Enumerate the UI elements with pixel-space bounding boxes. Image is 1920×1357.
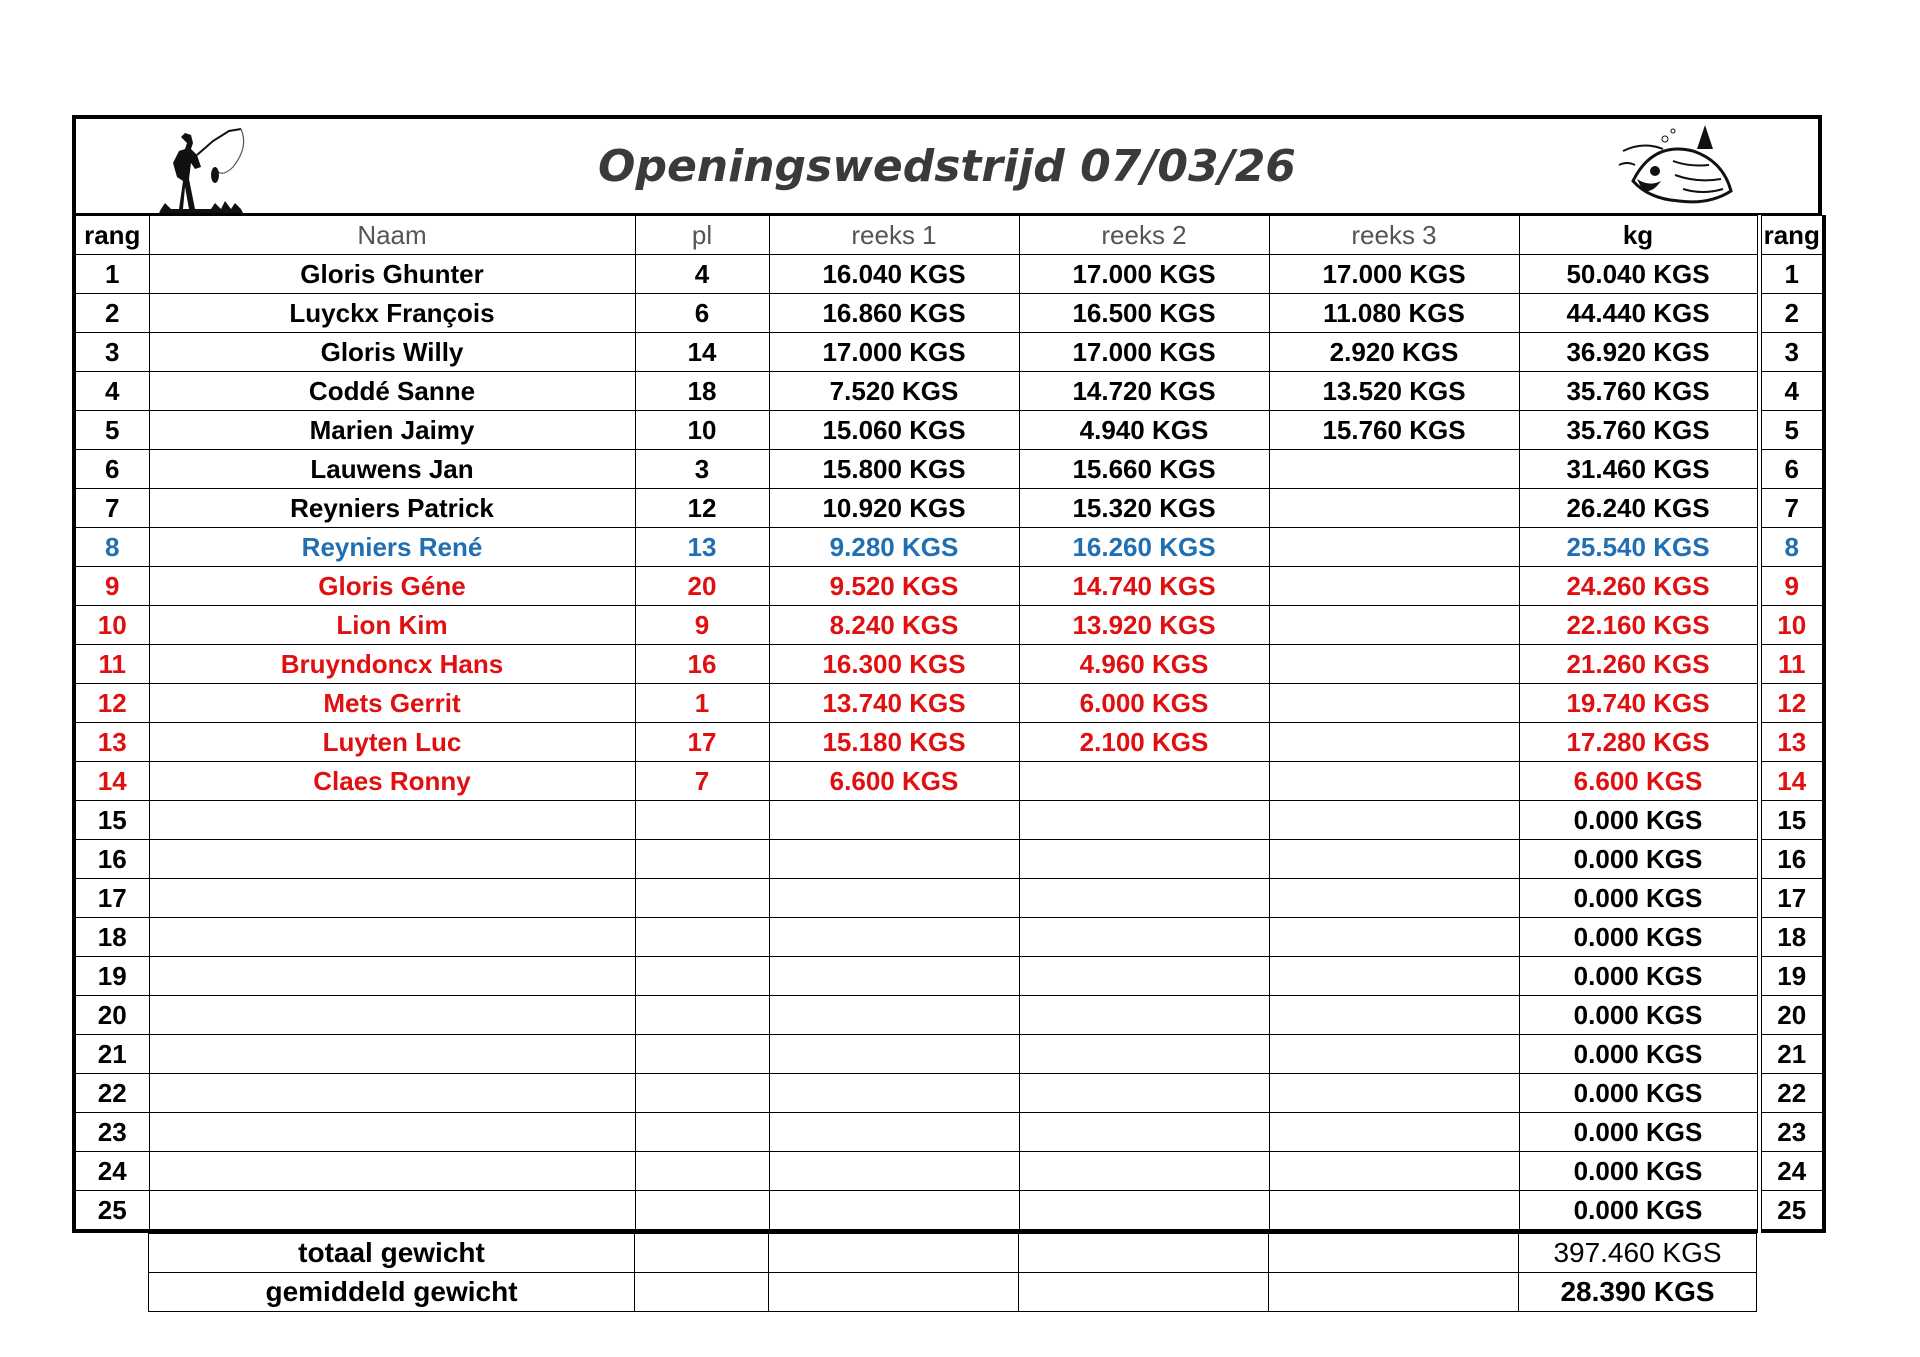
reeks-1-cell — [769, 957, 1019, 996]
name-cell: Gloris Willy — [149, 333, 635, 372]
place-cell — [635, 1152, 769, 1191]
table-row — [74, 1113, 1824, 1152]
reeks-3-cell — [1269, 684, 1519, 723]
reeks-1-cell: 7.520 KGS — [769, 372, 1019, 411]
place-cell — [635, 840, 769, 879]
reeks-2-cell — [1019, 801, 1269, 840]
rank-cell: 9 — [74, 567, 149, 606]
place-cell: 7 — [635, 762, 769, 801]
place-cell: 18 — [635, 372, 769, 411]
total-weight-label: totaal gewicht — [149, 1234, 635, 1273]
rank-cell: 14 — [74, 762, 149, 801]
reeks-2-cell — [1019, 762, 1269, 801]
table-row — [74, 801, 1824, 840]
header-kg: kg — [1519, 216, 1757, 255]
reeks-1-cell: 8.240 KGS — [769, 606, 1019, 645]
name-cell — [149, 957, 635, 996]
total-kg-cell: 0.000 KGS — [1519, 957, 1757, 996]
rank-cell: 17 — [74, 879, 149, 918]
header-row — [74, 216, 1824, 255]
reeks-3-cell — [1269, 957, 1519, 996]
total-kg-cell: 21.260 KGS — [1519, 645, 1757, 684]
place-cell — [635, 1035, 769, 1074]
total-kg-cell: 0.000 KGS — [1519, 1191, 1757, 1232]
rank-right-cell: 17 — [1761, 879, 1824, 918]
table-row — [74, 1191, 1824, 1232]
reeks-3-cell: 2.920 KGS — [1269, 333, 1519, 372]
average-weight-row — [149, 1273, 1757, 1312]
reeks-2-cell — [1019, 1113, 1269, 1152]
rank-cell: 19 — [74, 957, 149, 996]
rank-cell: 5 — [74, 411, 149, 450]
name-cell: Mets Gerrit — [149, 684, 635, 723]
table-row — [74, 1035, 1824, 1074]
results-body — [74, 255, 1824, 1232]
place-cell: 10 — [635, 411, 769, 450]
table-row — [74, 372, 1824, 411]
rank-right-cell: 5 — [1761, 411, 1824, 450]
place-cell — [635, 879, 769, 918]
rank-right-cell: 2 — [1761, 294, 1824, 333]
total-kg-cell: 26.240 KGS — [1519, 489, 1757, 528]
name-cell: Gloris Ghunter — [149, 255, 635, 294]
reeks-3-cell: 17.000 KGS — [1269, 255, 1519, 294]
table-row — [74, 840, 1824, 879]
rank-right-cell: 25 — [1761, 1191, 1824, 1232]
reeks-2-cell — [1019, 1191, 1269, 1232]
reeks-2-cell: 15.320 KGS — [1019, 489, 1269, 528]
reeks-2-cell: 17.000 KGS — [1019, 333, 1269, 372]
reeks-1-cell — [769, 879, 1019, 918]
place-cell: 4 — [635, 255, 769, 294]
reeks-1-cell: 17.000 KGS — [769, 333, 1019, 372]
reeks-1-cell — [769, 1035, 1019, 1074]
table-row — [74, 567, 1824, 606]
total-kg-cell: 19.740 KGS — [1519, 684, 1757, 723]
name-cell — [149, 1191, 635, 1232]
rank-right-cell: 11 — [1761, 645, 1824, 684]
reeks-2-cell — [1019, 879, 1269, 918]
place-cell — [635, 1191, 769, 1232]
reeks-3-cell — [1269, 918, 1519, 957]
reeks-3-cell — [1269, 528, 1519, 567]
reeks-1-cell — [769, 840, 1019, 879]
place-cell: 3 — [635, 450, 769, 489]
name-cell: Reyniers René — [149, 528, 635, 567]
reeks-1-cell: 10.920 KGS — [769, 489, 1019, 528]
reeks-1-cell — [769, 1113, 1019, 1152]
results-sheet — [72, 115, 1822, 1307]
total-kg-cell: 0.000 KGS — [1519, 918, 1757, 957]
rank-cell: 21 — [74, 1035, 149, 1074]
total-kg-cell: 35.760 KGS — [1519, 411, 1757, 450]
reeks-1-cell — [769, 1152, 1019, 1191]
rank-right-cell: 23 — [1761, 1113, 1824, 1152]
reeks-3-cell — [1269, 879, 1519, 918]
total-kg-cell: 0.000 KGS — [1519, 996, 1757, 1035]
reeks-1-cell: 15.180 KGS — [769, 723, 1019, 762]
place-cell — [635, 1113, 769, 1152]
rank-cell: 20 — [74, 996, 149, 1035]
reeks-2-cell: 2.100 KGS — [1019, 723, 1269, 762]
reeks-3-cell — [1269, 762, 1519, 801]
place-cell: 9 — [635, 606, 769, 645]
name-cell — [149, 996, 635, 1035]
place-cell: 13 — [635, 528, 769, 567]
reeks-1-cell — [769, 918, 1019, 957]
table-row — [74, 762, 1824, 801]
name-cell: Lauwens Jan — [149, 450, 635, 489]
rank-cell: 1 — [74, 255, 149, 294]
rank-right-cell: 21 — [1761, 1035, 1824, 1074]
name-cell: Luyckx François — [149, 294, 635, 333]
rank-right-cell: 10 — [1761, 606, 1824, 645]
total-kg-cell: 44.440 KGS — [1519, 294, 1757, 333]
total-kg-cell: 17.280 KGS — [1519, 723, 1757, 762]
table-row — [74, 450, 1824, 489]
reeks-2-cell — [1019, 996, 1269, 1035]
reeks-3-cell: 13.520 KGS — [1269, 372, 1519, 411]
total-kg-cell: 22.160 KGS — [1519, 606, 1757, 645]
rank-cell: 25 — [74, 1191, 149, 1232]
reeks-3-cell: 15.760 KGS — [1269, 411, 1519, 450]
header-reeks-2: reeks 2 — [1019, 216, 1269, 255]
place-cell: 20 — [635, 567, 769, 606]
rank-cell: 23 — [74, 1113, 149, 1152]
table-row — [74, 333, 1824, 372]
rank-right-cell: 13 — [1761, 723, 1824, 762]
table-row — [74, 1152, 1824, 1191]
name-cell — [149, 879, 635, 918]
rank-right-cell: 9 — [1761, 567, 1824, 606]
empty-cell — [1019, 1234, 1269, 1273]
reeks-1-cell: 6.600 KGS — [769, 762, 1019, 801]
table-row — [74, 606, 1824, 645]
rank-cell: 16 — [74, 840, 149, 879]
title-band — [72, 115, 1822, 215]
name-cell: Claes Ronny — [149, 762, 635, 801]
rank-right-cell: 24 — [1761, 1152, 1824, 1191]
name-cell: Gloris Géne — [149, 567, 635, 606]
reeks-2-cell — [1019, 1035, 1269, 1074]
reeks-1-cell: 15.800 KGS — [769, 450, 1019, 489]
empty-cell — [1019, 1273, 1269, 1312]
reeks-3-cell — [1269, 489, 1519, 528]
rank-cell: 13 — [74, 723, 149, 762]
rank-right-cell: 14 — [1761, 762, 1824, 801]
table-row — [74, 723, 1824, 762]
name-cell — [149, 1074, 635, 1113]
reeks-3-cell — [1269, 1035, 1519, 1074]
reeks-2-cell: 13.920 KGS — [1019, 606, 1269, 645]
reeks-3-cell — [1269, 450, 1519, 489]
reeks-1-cell: 16.040 KGS — [769, 255, 1019, 294]
rank-cell: 7 — [74, 489, 149, 528]
place-cell — [635, 996, 769, 1035]
reeks-1-cell: 13.740 KGS — [769, 684, 1019, 723]
reeks-2-cell — [1019, 1152, 1269, 1191]
place-cell: 6 — [635, 294, 769, 333]
place-cell — [635, 1074, 769, 1113]
reeks-1-cell — [769, 1074, 1019, 1113]
rank-cell: 24 — [74, 1152, 149, 1191]
header-pl: pl — [635, 216, 769, 255]
total-kg-cell: 35.760 KGS — [1519, 372, 1757, 411]
table-row — [74, 957, 1824, 996]
table-row — [74, 255, 1824, 294]
header-rang: rang — [74, 216, 149, 255]
rank-cell: 2 — [74, 294, 149, 333]
empty-cell — [1269, 1234, 1519, 1273]
table-row — [74, 294, 1824, 333]
reeks-1-cell — [769, 996, 1019, 1035]
table-row — [74, 1074, 1824, 1113]
rank-cell: 4 — [74, 372, 149, 411]
reeks-3-cell — [1269, 567, 1519, 606]
rank-right-cell: 20 — [1761, 996, 1824, 1035]
name-cell — [149, 1152, 635, 1191]
rank-right-cell: 12 — [1761, 684, 1824, 723]
total-kg-cell: 0.000 KGS — [1519, 1152, 1757, 1191]
rank-right-cell: 7 — [1761, 489, 1824, 528]
rank-right-cell: 18 — [1761, 918, 1824, 957]
total-kg-cell: 0.000 KGS — [1519, 1035, 1757, 1074]
name-cell — [149, 918, 635, 957]
name-cell: Marien Jaimy — [149, 411, 635, 450]
totals-table — [148, 1233, 1757, 1312]
total-weight-row — [149, 1234, 1757, 1273]
reeks-3-cell — [1269, 996, 1519, 1035]
total-kg-cell: 0.000 KGS — [1519, 801, 1757, 840]
reeks-3-cell — [1269, 1113, 1519, 1152]
name-cell: Lion Kim — [149, 606, 635, 645]
header-reeks-1: reeks 1 — [769, 216, 1019, 255]
total-kg-cell: 50.040 KGS — [1519, 255, 1757, 294]
table-row — [74, 879, 1824, 918]
rank-cell: 3 — [74, 333, 149, 372]
reeks-2-cell: 15.660 KGS — [1019, 450, 1269, 489]
table-row — [74, 645, 1824, 684]
average-weight-value: 28.390 KGS — [1519, 1273, 1757, 1312]
total-kg-cell: 0.000 KGS — [1519, 840, 1757, 879]
rank-right-cell: 16 — [1761, 840, 1824, 879]
total-kg-cell: 0.000 KGS — [1519, 1113, 1757, 1152]
rank-cell: 12 — [74, 684, 149, 723]
reeks-1-cell: 9.280 KGS — [769, 528, 1019, 567]
rank-right-cell: 6 — [1761, 450, 1824, 489]
reeks-2-cell: 4.960 KGS — [1019, 645, 1269, 684]
reeks-2-cell: 4.940 KGS — [1019, 411, 1269, 450]
reeks-1-cell: 16.300 KGS — [769, 645, 1019, 684]
header-reeks-3: reeks 3 — [1269, 216, 1519, 255]
reeks-3-cell: 11.080 KGS — [1269, 294, 1519, 333]
reeks-3-cell — [1269, 1074, 1519, 1113]
reeks-2-cell: 14.720 KGS — [1019, 372, 1269, 411]
rank-right-cell: 22 — [1761, 1074, 1824, 1113]
reeks-1-cell — [769, 801, 1019, 840]
empty-cell — [635, 1234, 769, 1273]
rank-cell: 15 — [74, 801, 149, 840]
reeks-1-cell: 15.060 KGS — [769, 411, 1019, 450]
reeks-2-cell: 6.000 KGS — [1019, 684, 1269, 723]
empty-cell — [635, 1273, 769, 1312]
total-kg-cell: 0.000 KGS — [1519, 1074, 1757, 1113]
name-cell: Coddé Sanne — [149, 372, 635, 411]
table-row — [74, 411, 1824, 450]
reeks-3-cell — [1269, 645, 1519, 684]
place-cell: 12 — [635, 489, 769, 528]
reeks-3-cell — [1269, 1152, 1519, 1191]
name-cell — [149, 801, 635, 840]
name-cell — [149, 1035, 635, 1074]
total-kg-cell: 6.600 KGS — [1519, 762, 1757, 801]
reeks-1-cell: 16.860 KGS — [769, 294, 1019, 333]
name-cell: Luyten Luc — [149, 723, 635, 762]
reeks-2-cell — [1019, 840, 1269, 879]
total-kg-cell: 36.920 KGS — [1519, 333, 1757, 372]
place-cell — [635, 957, 769, 996]
table-row — [74, 528, 1824, 567]
reeks-2-cell: 16.500 KGS — [1019, 294, 1269, 333]
empty-cell — [769, 1273, 1019, 1312]
rank-right-cell: 19 — [1761, 957, 1824, 996]
rank-right-cell: 4 — [1761, 372, 1824, 411]
reeks-3-cell — [1269, 840, 1519, 879]
table-row — [74, 918, 1824, 957]
rank-right-cell: 15 — [1761, 801, 1824, 840]
reeks-2-cell: 16.260 KGS — [1019, 528, 1269, 567]
empty-cell — [1269, 1273, 1519, 1312]
reeks-3-cell — [1269, 723, 1519, 762]
total-kg-cell: 0.000 KGS — [1519, 879, 1757, 918]
results-table — [72, 215, 1826, 1233]
reeks-2-cell — [1019, 918, 1269, 957]
rank-right-cell: 3 — [1761, 333, 1824, 372]
total-weight-value: 397.460 KGS — [1519, 1234, 1757, 1273]
rank-cell: 22 — [74, 1074, 149, 1113]
header-rang-right: rang — [1761, 216, 1824, 255]
place-cell: 14 — [635, 333, 769, 372]
table-row — [74, 684, 1824, 723]
fish-icon — [1613, 121, 1743, 215]
rank-cell: 18 — [74, 918, 149, 957]
place-cell: 16 — [635, 645, 769, 684]
place-cell: 1 — [635, 684, 769, 723]
total-kg-cell: 31.460 KGS — [1519, 450, 1757, 489]
rank-cell: 6 — [74, 450, 149, 489]
reeks-2-cell: 17.000 KGS — [1019, 255, 1269, 294]
rank-cell: 8 — [74, 528, 149, 567]
name-cell — [149, 1113, 635, 1152]
rank-cell: 10 — [74, 606, 149, 645]
rank-right-cell: 1 — [1761, 255, 1824, 294]
place-cell — [635, 801, 769, 840]
place-cell — [635, 918, 769, 957]
reeks-3-cell — [1269, 1191, 1519, 1232]
place-cell: 17 — [635, 723, 769, 762]
rank-right-cell: 8 — [1761, 528, 1824, 567]
reeks-3-cell — [1269, 801, 1519, 840]
empty-cell — [769, 1234, 1019, 1273]
total-kg-cell: 25.540 KGS — [1519, 528, 1757, 567]
rank-cell: 11 — [74, 645, 149, 684]
total-kg-cell: 24.260 KGS — [1519, 567, 1757, 606]
name-cell: Reyniers Patrick — [149, 489, 635, 528]
name-cell: Bruyndoncx Hans — [149, 645, 635, 684]
page-title: Openingswedstrijd 07/03/26 — [598, 141, 1296, 192]
table-row — [74, 489, 1824, 528]
name-cell — [149, 840, 635, 879]
reeks-2-cell: 14.740 KGS — [1019, 567, 1269, 606]
reeks-3-cell — [1269, 606, 1519, 645]
header-naam: Naam — [149, 216, 635, 255]
average-weight-label: gemiddeld gewicht — [149, 1273, 635, 1312]
reeks-2-cell — [1019, 1074, 1269, 1113]
reeks-1-cell — [769, 1191, 1019, 1232]
table-row — [74, 996, 1824, 1035]
reeks-1-cell: 9.520 KGS — [769, 567, 1019, 606]
reeks-2-cell — [1019, 957, 1269, 996]
